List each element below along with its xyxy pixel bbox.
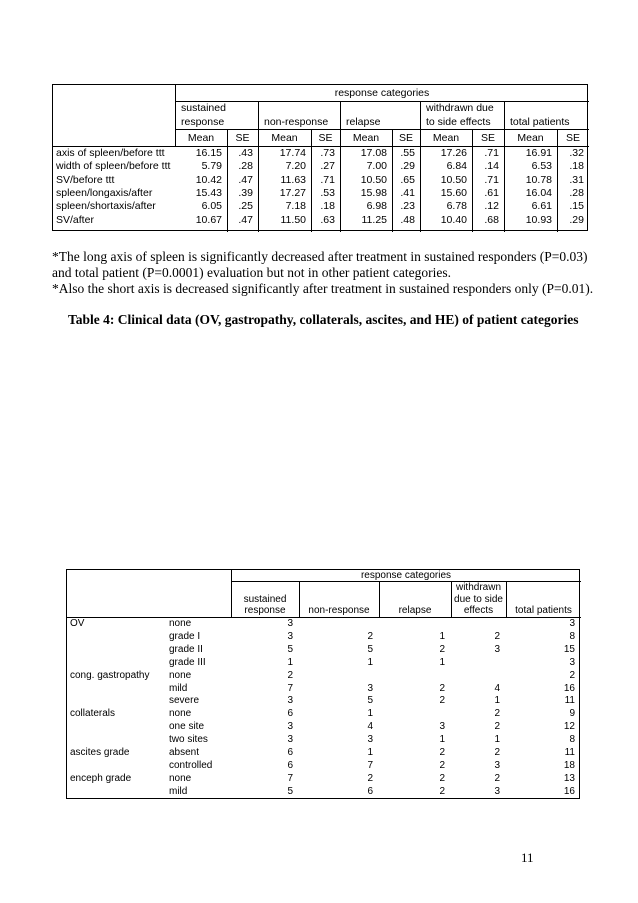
column-header-rule [175,129,589,130]
count-value: 2 [439,759,445,771]
count-value: 7 [367,759,373,771]
count-value: 5 [367,643,373,655]
mean-value: 6.61 [531,200,552,213]
se-value: .12 [484,200,499,213]
count-value: 3 [494,643,500,655]
group-header-rule [175,101,589,102]
column-header-line3: total patients [515,605,572,616]
se-value: .53 [320,186,335,199]
mean-value: 7.18 [285,200,306,213]
clinical-data-table [66,569,580,799]
mean-value: 10.40 [440,213,467,226]
mean-value: 17.74 [279,147,306,159]
note-line-3: *Also the short axis is decreased significantly after treatment in sustained responders only (P=0.01). [52,281,594,296]
row-label: axis of spleen/before ttt [56,147,165,159]
count-value: 2 [439,772,445,784]
count-value: 1 [439,630,445,642]
count-value: 3 [287,618,293,629]
count-value: 2 [494,772,500,784]
mean-value: 5.79 [201,160,222,173]
column-header-line2: relapse [346,116,381,128]
count-value: 3 [287,721,293,733]
column-header-line3: response [244,605,286,616]
row-sub-label: controlled [169,759,213,771]
row-sub-label: grade III [169,656,206,668]
column-header-line2: non-response [264,116,329,128]
mean-value: 7.20 [285,160,306,173]
mean-value: 16.91 [525,147,552,159]
count-value: 3 [367,682,373,694]
subheader-se: SE [565,132,580,144]
subheader-se: SE [480,132,495,144]
column-header-line3: relapse [398,605,432,616]
subheader-mean: Mean [187,132,215,144]
mean-value: 6.05 [201,200,222,213]
se-value: .47 [238,213,253,226]
count-value: 7 [287,772,293,784]
count-value: 3 [287,734,293,746]
se-value: .71 [484,173,499,186]
se-value: .18 [569,160,584,173]
count-value: 16 [563,785,575,797]
row-group-label: ascites grade [70,747,130,758]
mean-value: 17.26 [440,147,467,159]
mean-value: 15.60 [440,186,467,199]
count-value: 11 [564,747,575,758]
row-sub-label: one site [169,721,205,733]
column-header-line2: total patients [510,116,570,128]
subheader-mean: Mean [271,132,298,144]
row-sub-label: none [169,708,192,720]
se-value: .73 [320,147,335,159]
count-value: 2 [367,630,373,642]
count-value: 1 [494,695,500,707]
count-value: 1 [439,734,445,746]
count-value: 2 [367,772,373,784]
count-value: 16 [563,682,575,694]
count-value: 4 [494,682,500,694]
se-value: .28 [238,160,253,173]
count-value: 7 [287,682,293,694]
mean-value: 11.50 [280,213,306,226]
column-header-line1: withdrawn [455,582,502,593]
column-header-line3: effects [463,605,494,616]
count-value: 2 [439,643,445,655]
count-value: 4 [367,721,373,733]
se-value: .39 [238,186,253,199]
count-value: 2 [569,669,575,681]
se-value: .71 [484,147,499,159]
mean-value: 10.78 [525,173,552,186]
se-value: .28 [569,186,584,199]
count-value: 1 [367,747,373,758]
count-value: 12 [563,721,575,733]
mean-value: 10.67 [195,213,222,226]
count-value: 2 [494,721,500,733]
se-value: .61 [484,186,499,199]
count-value: 9 [569,708,575,720]
mean-value: 17.27 [279,186,306,199]
se-value: .25 [238,200,253,213]
count-value: 2 [439,785,445,797]
se-value: .29 [569,213,584,226]
se-value: .15 [569,200,584,213]
count-value: 6 [287,708,293,720]
subheader-se: SE [235,132,250,144]
count-value: 18 [563,759,575,771]
row-sub-label: grade I [169,630,201,642]
count-value: 3 [494,785,500,797]
column-header-line1: sustained [181,102,226,114]
subheader-mean: Mean [517,132,544,144]
count-value: 2 [494,630,500,642]
mean-value: 10.50 [440,173,467,186]
se-value: .63 [320,213,335,226]
count-value: 3 [287,695,293,707]
count-value: 6 [367,785,373,797]
se-value: .31 [569,173,584,186]
row-sub-label: grade II [169,643,203,655]
mean-value: 7.00 [366,160,387,173]
se-value: .43 [238,147,253,159]
column-header-line3: non-response [308,605,370,616]
count-value: 5 [287,785,293,797]
row-sub-label: mild [169,785,188,797]
mean-value: 6.78 [446,200,467,213]
se-value: .14 [484,160,499,173]
se-value: .48 [400,213,415,226]
subheader-mean: Mean [432,132,460,144]
table-caption: Table 4: Clinical data (OV, gastropathy, collaterals, ascites, and HE) of patient categories [68,312,579,327]
spleen-measurements-table [52,84,588,231]
count-value: 8 [569,630,575,642]
count-value: 5 [367,695,373,707]
se-value: .18 [320,200,335,213]
se-value: .68 [484,213,499,226]
count-value: 11 [564,695,575,707]
row-sub-label: absent [169,747,200,758]
count-value: 3 [569,656,575,668]
column-header-line1: withdrawn due [426,102,494,114]
page-number: 11 [521,850,534,865]
mean-value: 6.53 [531,160,552,173]
mean-value: 16.04 [525,186,552,199]
row-label: spleen/longaxis/after [56,186,153,199]
group-title: response categories [360,570,452,581]
count-value: 3 [439,721,445,733]
group-title: response categories [334,87,430,99]
subheader-mean: Mean [352,132,380,144]
subheader-se: SE [318,132,333,144]
mean-value: 17.08 [360,147,387,159]
se-value: .41 [400,186,415,199]
note-line-2: and total patient (P=0.0001) evaluation but not in other patient categories. [52,265,452,280]
se-value: .32 [569,147,584,159]
row-sub-label: mild [169,682,188,694]
subheader-se: SE [398,132,413,144]
count-value: 2 [439,747,445,758]
row-sub-label: none [169,669,192,681]
row-sub-label: two sites [169,734,208,746]
count-value: 15 [563,643,575,655]
row-group-label: enceph grade [70,772,132,784]
mean-value: 11.25 [361,213,387,226]
column-header-line2: to side effects [426,116,491,128]
mean-value: 10.42 [195,173,222,186]
column-header-rule [67,617,581,618]
count-value: 3 [287,630,293,642]
row-sub-label: none [169,772,192,784]
se-value: .55 [400,147,415,159]
count-value: 13 [563,772,575,784]
se-value: .71 [320,173,335,186]
row-group-label: cong. gastropathy [70,669,150,681]
mean-value: 6.98 [366,200,387,213]
mean-value: 10.93 [525,213,552,226]
count-value: 8 [569,734,575,746]
count-value: 6 [287,747,293,758]
count-value: 5 [287,643,293,655]
count-value: 2 [494,708,500,720]
count-value: 1 [367,656,373,668]
row-group-label: OV [70,618,85,629]
column-header-line2: due to side [454,594,503,605]
mean-value: 11.63 [280,173,306,186]
count-value: 1 [367,708,373,720]
count-value: 3 [569,618,575,629]
row-label: SV/before ttt [56,173,115,186]
count-value: 1 [494,734,500,746]
count-value: 1 [287,656,293,668]
mean-value: 10.50 [360,173,387,186]
mean-value: 15.98 [360,186,387,199]
count-value: 1 [439,656,445,668]
row-group-label: collaterals [70,708,116,720]
column-header-line2: response [181,116,225,128]
count-value: 2 [439,682,445,694]
row-sub-label: severe [169,695,200,707]
row-label: spleen/shortaxis/after [56,200,156,213]
count-value: 3 [494,759,500,771]
se-value: .47 [238,173,253,186]
note-line-1: *The long axis of spleen is significantly decreased after treatment in sustained responders (P=0.03) [52,249,588,264]
mean-value: 15.43 [195,186,222,199]
row-label: SV/after [56,213,94,226]
mean-value: 16.15 [195,147,222,159]
se-value: .29 [400,160,415,173]
count-value: 3 [367,734,373,746]
count-value: 6 [287,759,293,771]
column-header-line2: sustained [243,594,287,605]
se-value: .27 [320,160,335,173]
se-value: .23 [400,200,415,213]
row-label: width of spleen/before ttt [56,160,171,173]
count-value: 2 [439,695,445,707]
se-value: .65 [400,173,415,186]
row-sub-label: none [169,618,192,629]
mean-value: 6.84 [446,160,467,173]
count-value: 2 [287,669,293,681]
count-value: 2 [494,747,500,758]
